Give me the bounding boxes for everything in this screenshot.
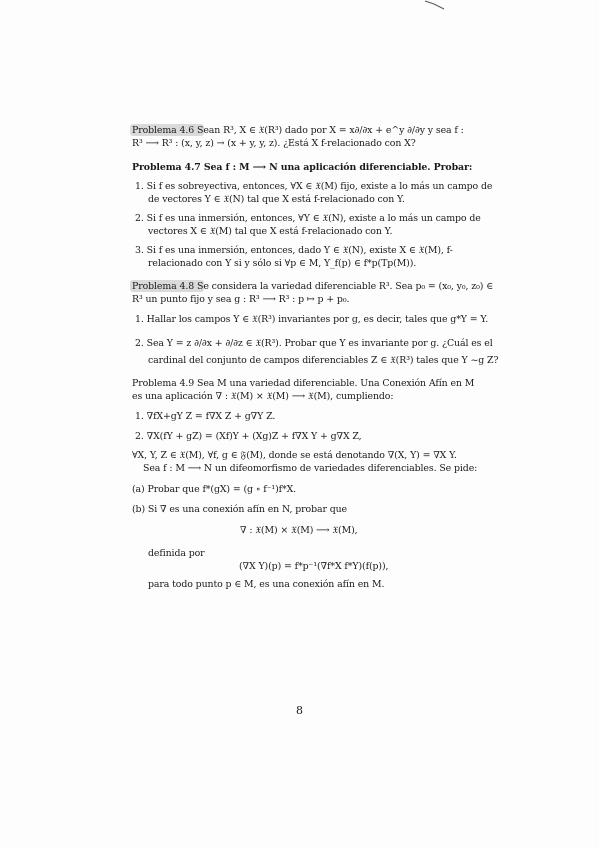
problem-4-9-part-a: (a) Probar que f*(gX) = (g ∘ f⁻¹)f*X. [132, 484, 297, 495]
problem-4-6-line-1: Problema 4.6 Sean R³, X ∈ 𝔛(R³) dado por X = x∂/∂x + e^y ∂/∂y y sea f : [132, 125, 464, 136]
problem-4-9-line-2: es una aplicación ∇ : 𝔛(M) × 𝔛(M) ⟶ 𝔛(M), cumpliendo: [132, 391, 394, 402]
problem-4-9-quantifiers: ∀X, Y, Z ∈ 𝔛(M), ∀f, g ∈ 𝔉(M), donde se está denotando ∇(X, Y) = ∇X Y. [132, 450, 457, 461]
problem-4-8-item-1: 1. Hallar los campos Y ∈ 𝔛(R³) invariantes por g, es decir, tales que g*Y = Y. [135, 314, 489, 325]
problem-4-7-item-3-a: 3. Si f es una inmersión, entonces, dado Y ∈ 𝔛(N), existe X ∈ 𝔛(M), f- [135, 245, 453, 256]
scan-artifact [424, 0, 446, 10]
problem-4-9-item-2: 2. ∇X(fY + gZ) = (Xf)Y + (Xg)Z + f∇X Y + g∇X Z, [135, 431, 362, 442]
problem-4-7-item-1-a: 1. Si f es sobreyectiva, entonces, ∀X ∈ 𝔛(M) fijo, existe a lo más un campo de [135, 181, 493, 192]
problem-4-9-part-b: (b) Si ∇̃ es una conexión afín en N, probar que [132, 504, 348, 515]
problem-4-8-line-1: Problema 4.8 Se considera la variedad diferenciable R³. Sea p₀ = (x₀, y₀, z₀) ∈ [132, 281, 494, 292]
problem-4-7-item-1-b: de vectores Y ∈ 𝔛(N) tal que X está f-relacionado con Y. [148, 194, 405, 205]
problem-4-9-diffeomorphism: Sea f : M ⟶ N un difeomorfismo de variedades diferenciables. Se pide: [143, 463, 478, 474]
problem-4-8-item-2-b: cardinal del conjunto de campos diferenciables Z ∈ 𝔛(R³) tales que Y ~g Z? [148, 355, 499, 366]
problem-4-7-item-3-b: relacionado con Y si y sólo si ∀p ∈ M, Y_f(p) ∈ f*p(Tp(M)). [148, 258, 417, 269]
problem-4-7-item-2-a: 2. Si f es una inmersión, entonces, ∀Y ∈ 𝔛(N), existe a lo más un campo de [135, 213, 481, 224]
problem-4-9-item-1: 1. ∇fX+gY Z = f∇X Z + g∇Y Z. [135, 411, 276, 422]
connection-definition: ∇ : 𝔛(M) × 𝔛(M) ⟶ 𝔛(M), [240, 525, 358, 536]
problem-4-8-line-2: R³ un punto fijo y sea g : R³ ⟶ R³ : p ↦ p + p₀. [132, 294, 350, 305]
problem-4-6-line-2: R³ ⟶ R³ : (x, y, z) → (x + y, y, z). ¿Está X f-relacionado con X? [132, 138, 416, 149]
problem-4-8-item-2-a: 2. Sea Y = z ∂/∂x + ∂/∂z ∈ 𝔛(R³). Probar que Y es invariante por g. ¿Cuál es el [135, 338, 493, 349]
page-number: 8 [296, 704, 303, 717]
problem-4-7-item-2-b: vectores X ∈ 𝔛(M) tal que X está f-relacionado con Y. [148, 226, 393, 237]
defined-by-label: definida por [148, 548, 205, 559]
problem-4-7-heading: Problema 4.7 Sea f : M ⟶ N una aplicación diferenciable. Probar: [132, 162, 473, 173]
connection-formula: (∇X Y)(p) = f*p⁻¹(∇̃f*X f*Y)(f(p)), [239, 561, 389, 572]
connection-conclusion: para todo punto p ∈ M, es una conexión afín en M. [148, 579, 385, 590]
problem-4-9-line-1: Problema 4.9 Sea M una variedad diferenciable. Una Conexión Afín en M [132, 378, 475, 389]
